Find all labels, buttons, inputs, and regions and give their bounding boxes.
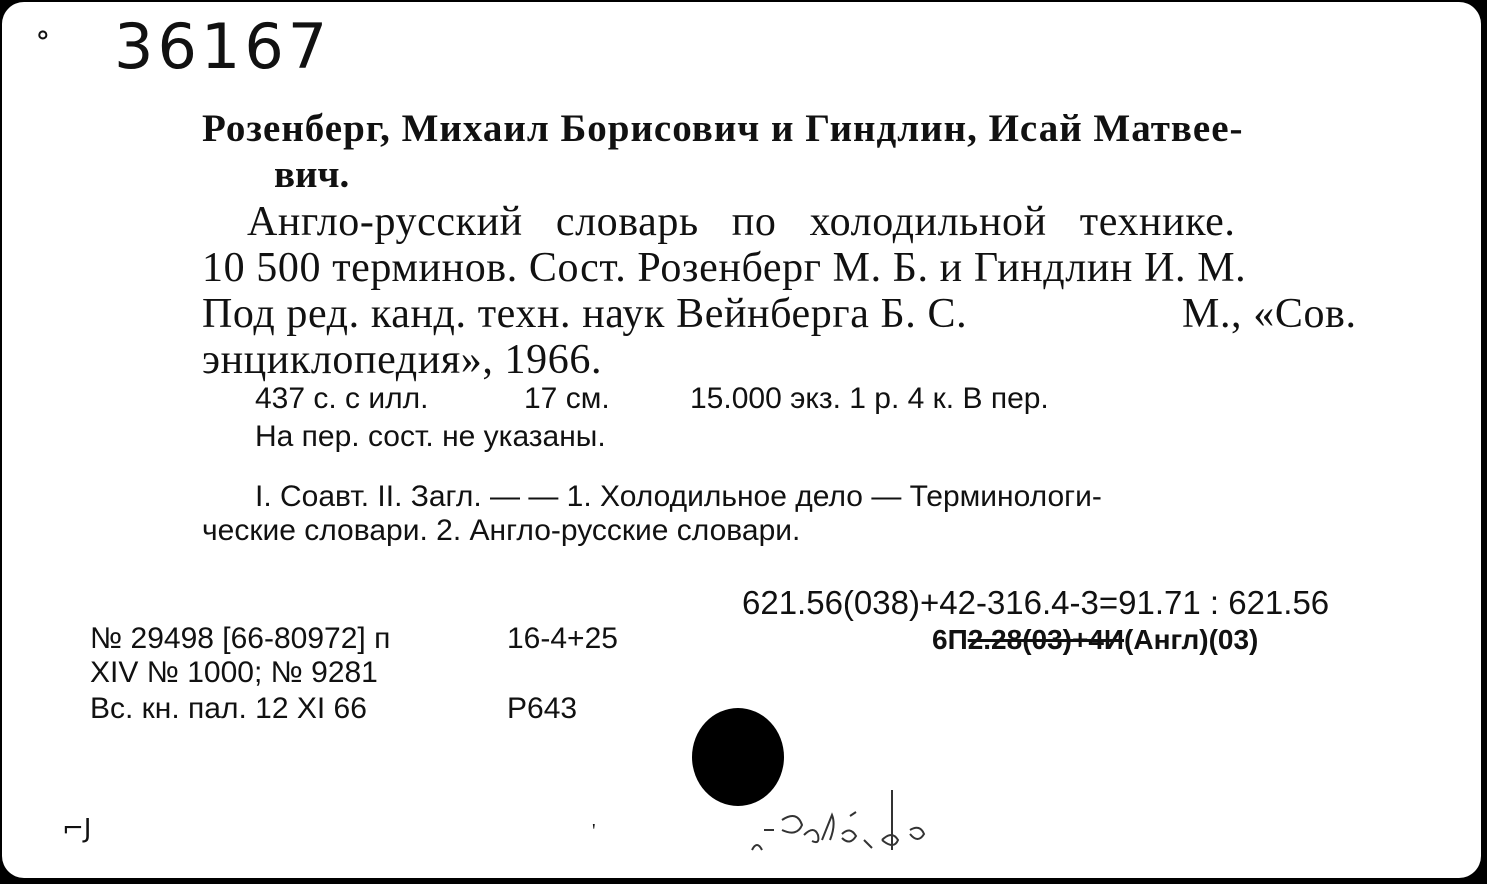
note-line: На пер. сост. не указаны. [255,420,606,453]
author-heading-continuation: вич. [274,153,350,196]
bbk-prefix: 6П [932,624,968,655]
collation-copies-price: 15.000 экз. 1 р. 4 к. В пер. [690,382,1049,415]
bbk-struck-part: 2.28(03)+4И [967,624,1125,655]
title-line-1: Англо-русский словарь по холодильной технике. [247,199,1236,245]
tick-mark: ' [592,820,596,842]
corner-mark: ⌐J [62,814,92,844]
print-code: 16-4+25 [507,622,618,655]
title-line-4: энциклопедия», 1966. [202,337,603,383]
bbk-classification [932,624,1258,656]
tracings-line-2: ческие словари. 2. Англо-русские словари. [202,514,801,547]
udc-classification: 621.56(038)+42-316.4-3=91.71 : 621.56 [742,584,1330,621]
call-number-mark: ᐤ [36,22,50,62]
title-line-3: Под ред. канд. техн. наук Вейнберга Б. С. [202,291,968,337]
book-chamber-line: Вс. кн. пал. 12 XI 66 [90,692,367,725]
call-number: 36167 [114,10,332,83]
tracings-line-1: I. Соавт. II. Загл. — — 1. Холодильное дело — Терминологи- [255,480,1102,513]
series-number-line: XIV № 1000; № 9281 [90,656,378,689]
record-number-line: № 29498 [66-80972] п [90,622,391,655]
author-heading: Розенберг, Михаил Борисович и Гиндлин, Исай Матвее- [202,107,1244,150]
price-code: Р643 [507,692,578,725]
handwritten-signature [742,790,1052,870]
bbk-suffix: (Англ)(03) [1124,624,1259,655]
publisher-city: М., «Сов. [1182,291,1357,337]
collation-pages: 437 с. с илл. [255,382,429,415]
collation-size: 17 см. [524,382,610,415]
title-line-2: 10 500 терминов. Сост. Розенберг М. Б. и Гиндлин И. М. [202,245,1247,291]
catalog-card [2,2,1481,878]
